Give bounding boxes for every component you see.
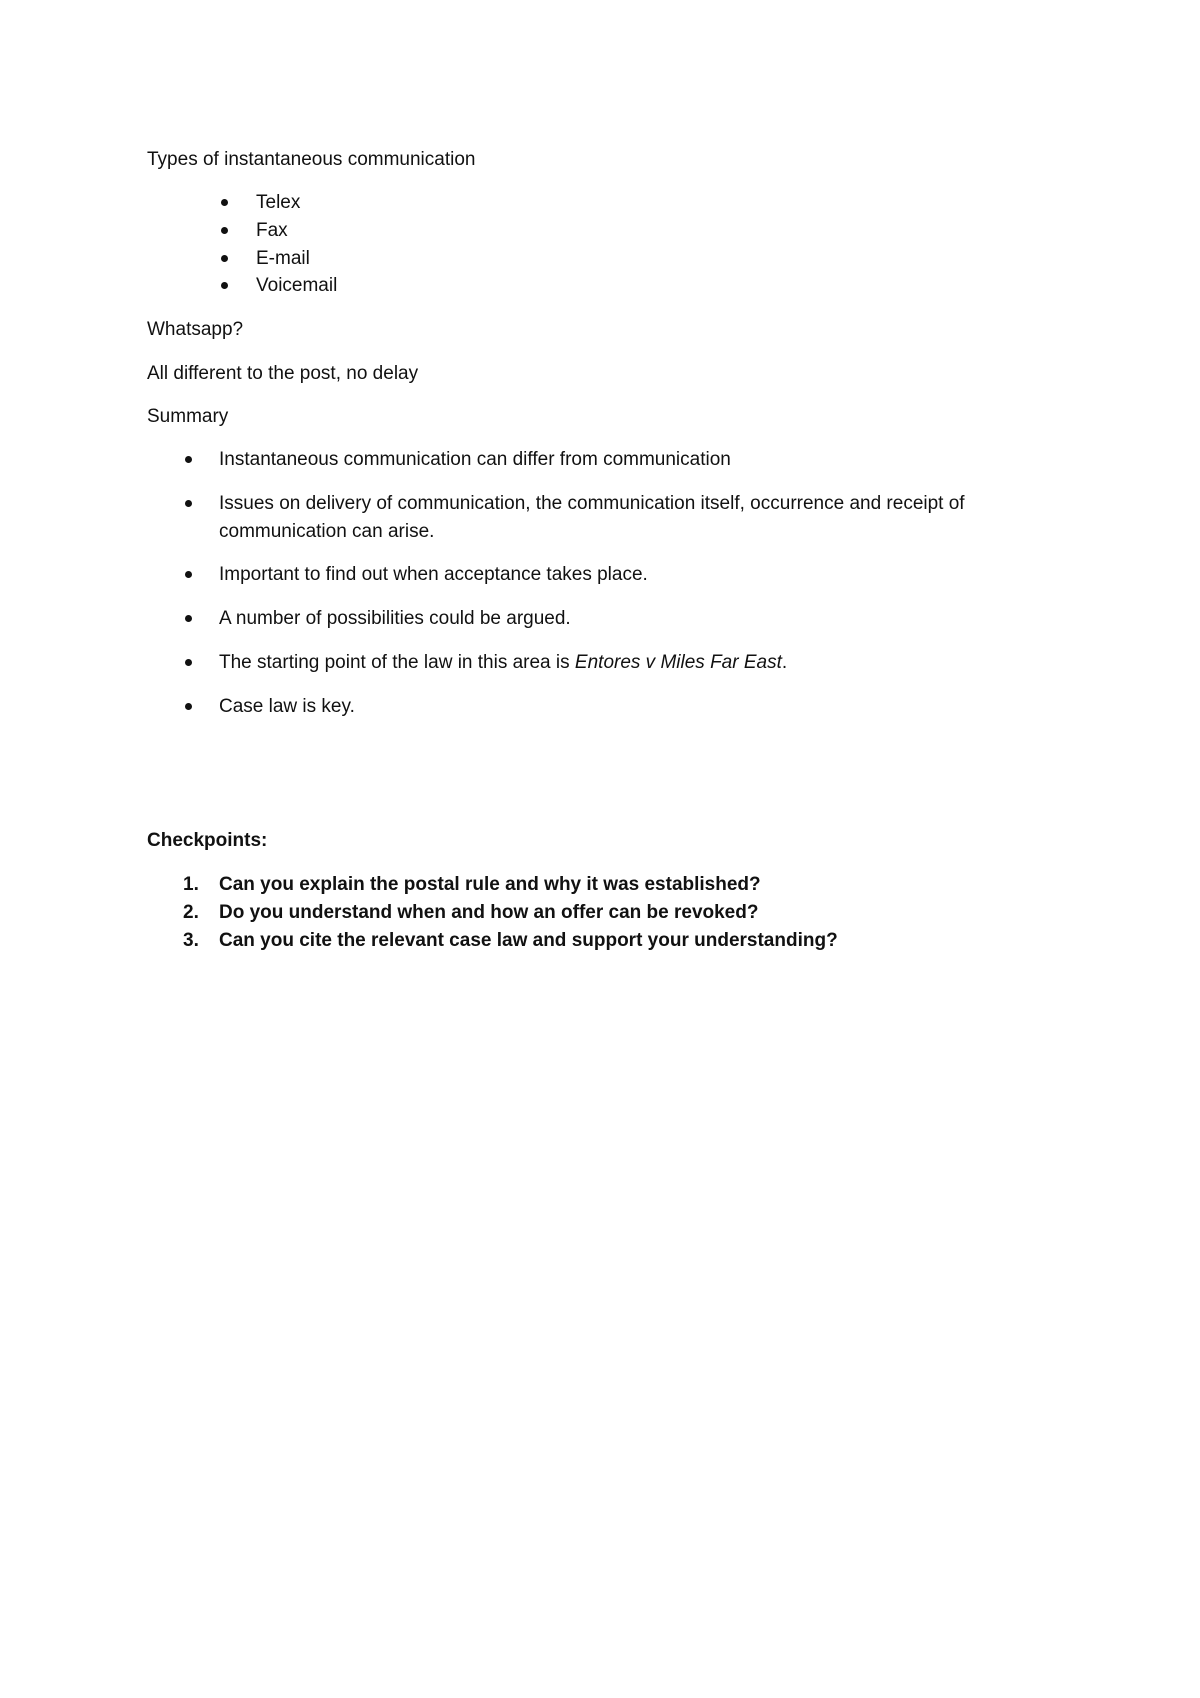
- bullet-dot: [185, 456, 192, 463]
- summary-item: A number of possibilities could be argued.: [219, 608, 571, 629]
- summary-item: Issues on delivery of communication, the communication itself, occurrence and receipt of communication can arise.: [219, 493, 965, 542]
- list-item: Telex: [256, 192, 301, 213]
- bullet-dot: [221, 227, 228, 234]
- bullet-dot: [221, 199, 228, 206]
- summary-item-text: The starting point of the law in this area is: [219, 652, 570, 673]
- list-item: Fax: [256, 220, 288, 241]
- summary-heading: Summary: [147, 406, 229, 427]
- summary-item: Case law is key.: [219, 696, 355, 717]
- case-end: .: [781, 652, 788, 673]
- summary-item-case: [219, 649, 1059, 677]
- whatsapp-text: Whatsapp?: [147, 319, 244, 340]
- checkpoint-number: 1.: [183, 874, 199, 895]
- types-heading: Types of instantaneous communication: [147, 149, 476, 170]
- bullet-dot: [185, 571, 192, 578]
- checkpoints-heading: Checkpoints:: [147, 830, 268, 851]
- bullet-dot: [185, 500, 192, 507]
- summary-item: Important to find out when acceptance takes place.: [219, 564, 648, 585]
- bullet-dot: [185, 659, 192, 666]
- bullet-dot: [221, 282, 228, 289]
- all-different-text: All different to the post, no delay: [147, 363, 419, 384]
- checkpoint-number: 3.: [183, 930, 199, 951]
- checkpoint-item: Can you cite the relevant case law and support your understanding?: [219, 930, 838, 951]
- summary-item: Instantaneous communication can differ from communication: [219, 449, 731, 470]
- checkpoint-item: Can you explain the postal rule and why it was established?: [219, 874, 761, 895]
- list-item: Voicemail: [256, 275, 338, 296]
- checkpoint-item: Do you understand when and how an offer can be revoked?: [219, 902, 759, 923]
- bullet-dot: [221, 255, 228, 262]
- list-item: E-mail: [256, 248, 310, 269]
- bullet-dot: [185, 703, 192, 710]
- bullet-dot: [185, 615, 192, 622]
- checkpoint-number: 2.: [183, 902, 199, 923]
- case-name: Entores v Miles Far East: [574, 652, 782, 673]
